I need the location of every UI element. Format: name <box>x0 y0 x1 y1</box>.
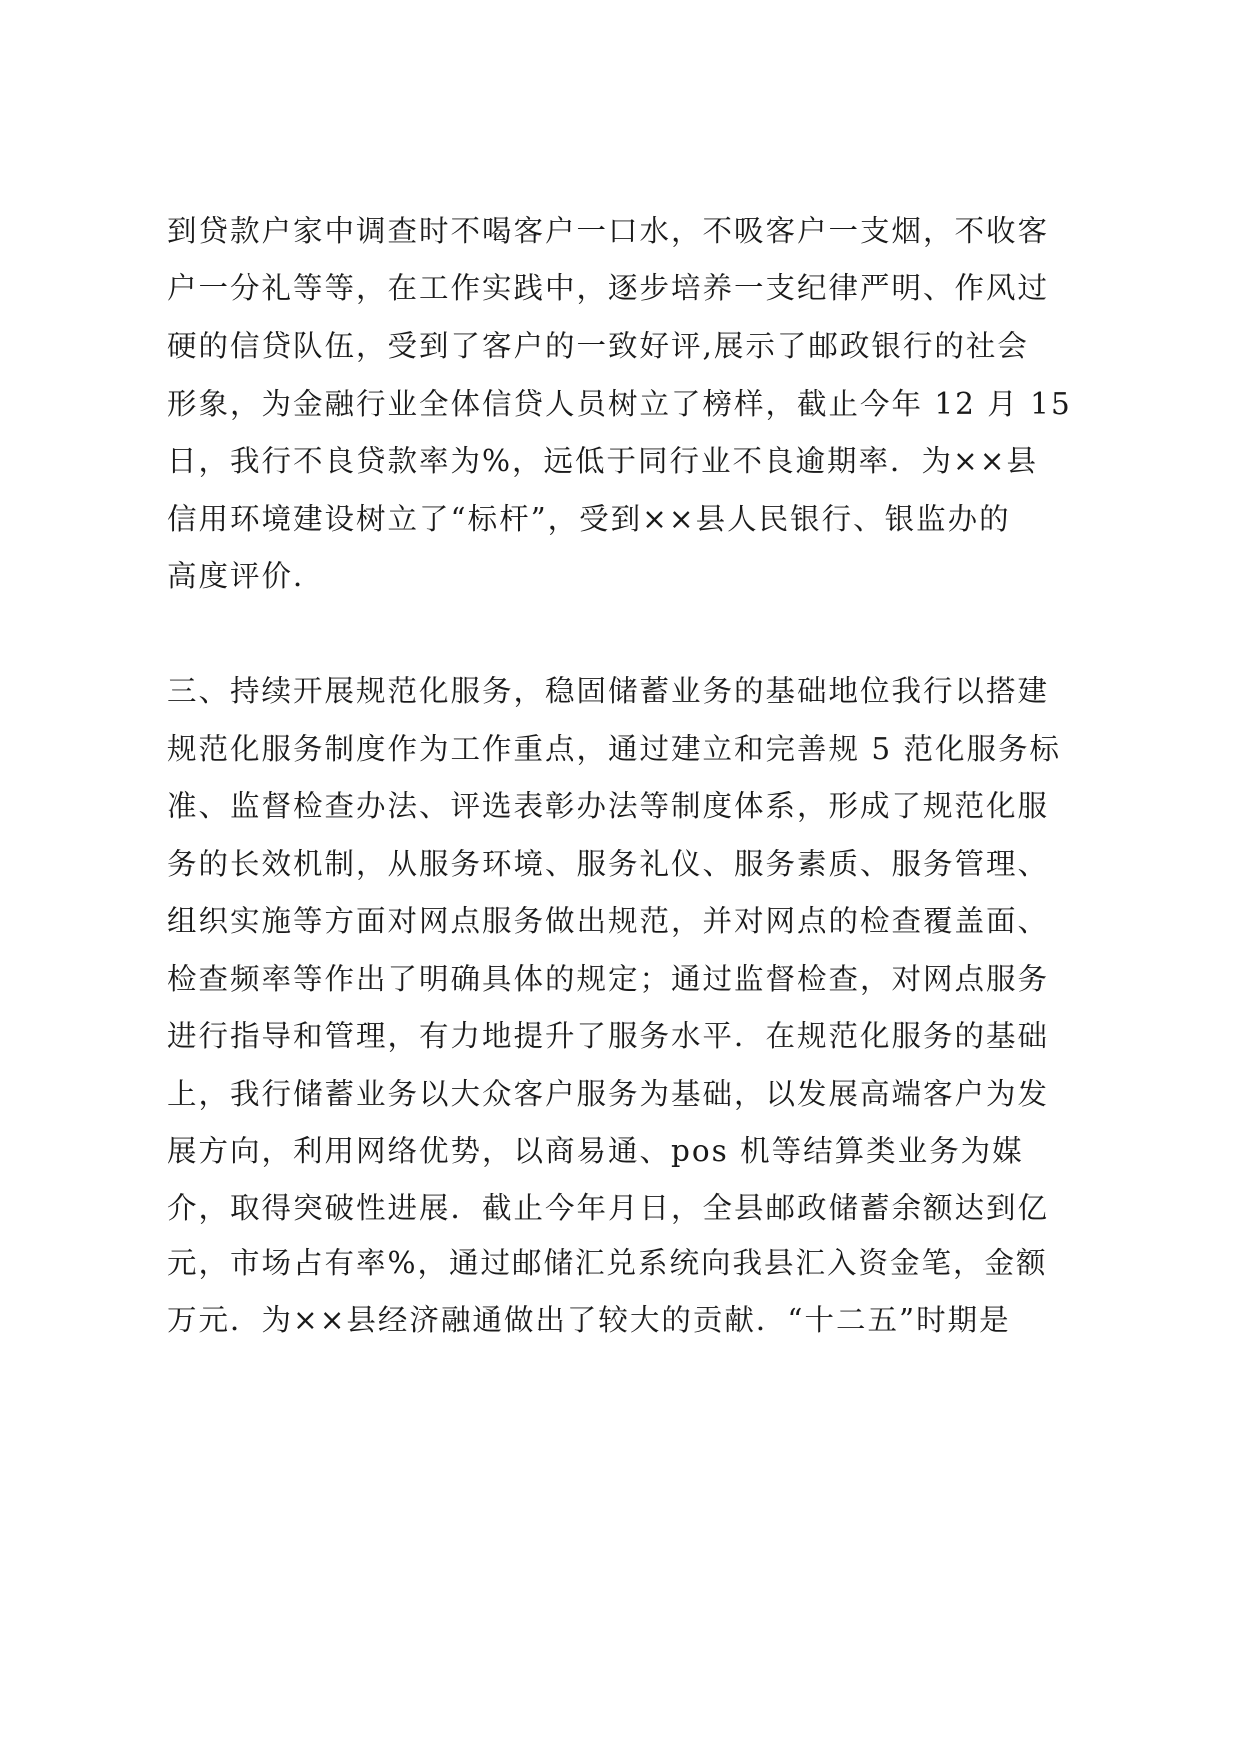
paragraph-2-line-13 <box>167 1357 1097 1397</box>
paragraph-1-line-1: 到贷款户家中调查时不喝客户一口水，不吸客户一支烟，不收客 <box>167 214 1050 248</box>
paragraph-2-line-11: 元，市场占有率%，通过邮储汇兑系统向我县汇入资金笔，金额 <box>167 1246 1048 1280</box>
paragraph-2-line-2: 规范化服务制度作为工作重点，通过建立和完善规 5 范化服务标 <box>167 732 1062 766</box>
paragraph-1-line-3: 硬的信贷队伍，受到了客户的一致好评,展示了邮政银行的社会 <box>167 329 1029 363</box>
paragraph-2-line-12: 万元．为××县经济融通做出了较大的贡献．“十二五”时期是 <box>167 1303 1011 1337</box>
paragraph-1-line-7: 高度评价． <box>167 559 325 593</box>
paragraph-2-line-9: 展方向，利用网络优势，以商易通、pos 机等结算类业务为媒 <box>167 1134 1024 1168</box>
paragraph-1-line-6: 信用环境建设树立了“标杆”，受到××县人民银行、银监办的 <box>167 502 1011 536</box>
paragraph-2-line-4: 务的长效机制，从服务环境、服务礼仪、服务素质、服务管理、 <box>167 847 1050 881</box>
paragraph-2-line-3: 准、监督检查办法、评选表彰办法等制度体系，形成了规范化服 <box>167 789 1050 823</box>
paragraph-2-line-8: 上，我行储蓄业务以大众客户服务为基础，以发展高端客户为发 <box>167 1077 1050 1111</box>
paragraph-2-line-7: 进行指导和管理，有力地提升了服务水平．在规范化服务的基础 <box>167 1019 1050 1053</box>
paragraph-2-line-5: 组织实施等方面对网点服务做出规范，并对网点的检查覆盖面、 <box>167 904 1050 938</box>
paragraph-1-line-4: 形象，为金融行业全体信贷人员树立了榜样，截止今年 12 月 15 <box>167 387 1072 421</box>
paragraph-2-line-1: 三、持续开展规范化服务，稳固储蓄业务的基础地位我行以搭建 <box>167 674 1050 708</box>
paragraph-1-line-2: 户一分礼等等，在工作实践中，逐步培养一支纪律严明、作风过 <box>167 271 1050 305</box>
paragraph-1-line-5: 日，我行不良贷款率为%，远低于同行业不良逾期率．为××县 <box>167 444 1038 478</box>
paragraph-2-line-10: 介，取得突破性进展．截止今年月日，全县邮政储蓄余额达到亿 <box>167 1191 1050 1225</box>
paragraph-2-line-6: 检查频率等作出了明确具体的规定；通过监督检查，对网点服务 <box>167 962 1050 996</box>
